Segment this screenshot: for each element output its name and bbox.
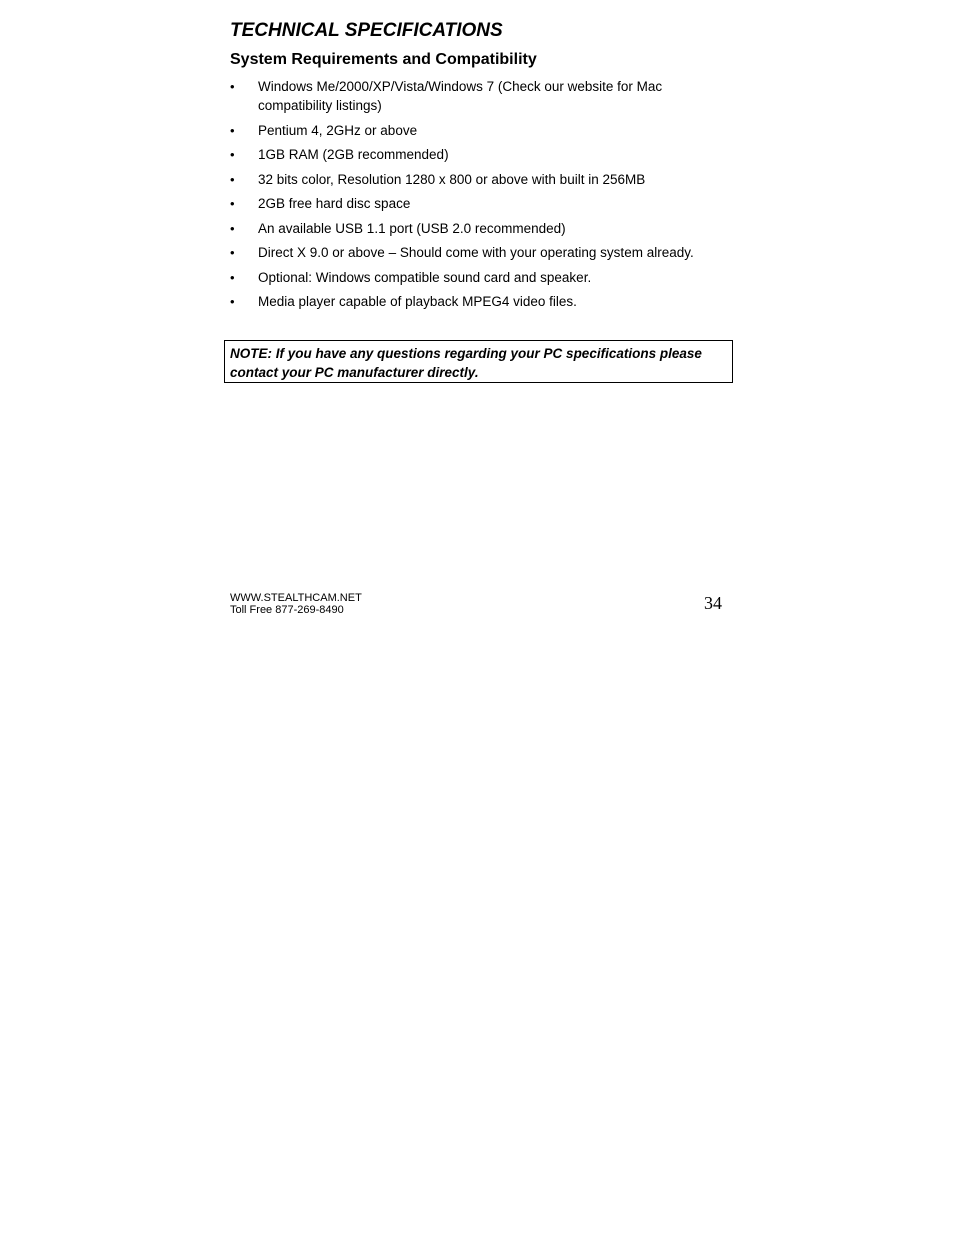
bullet-icon: • — [230, 269, 235, 285]
bullet-icon: • — [230, 245, 235, 260]
list-item-text: 2GB free hard disc space — [258, 196, 411, 211]
list-item-text: An available USB 1.1 port (USB 2.0 recommended) — [258, 220, 566, 236]
list-item — [230, 77, 730, 115]
list-item — [230, 170, 730, 189]
subsection-title: System Requirements and Compatibility — [230, 51, 537, 68]
bullet-icon: • — [230, 220, 235, 236]
page-number: 34 — [704, 593, 722, 613]
footer-phone: Toll Free 877-269-8490 — [230, 604, 344, 616]
list-item — [230, 268, 730, 287]
list-item-text: Media player capable of playback MPEG4 video files. — [258, 294, 577, 309]
list-item — [230, 145, 730, 164]
bullet-icon: • — [230, 147, 235, 162]
list-item-text: Windows Me/2000/XP/Vista/Windows 7 (Check our website for Mac compatibility listings) — [258, 79, 663, 113]
list-item-text: 1GB RAM (2GB recommended) — [258, 147, 449, 162]
footer-website: WWW.STEALTHCAM.NET — [230, 592, 362, 604]
list-item-text: 32 bits color, Resolution 1280 x 800 or above with built in 256MB — [258, 171, 646, 187]
note-box: NOTE: If you have any questions regarding your PC specifications please contact your PC manufacturer directly. — [224, 340, 733, 383]
list-item-text: Optional: Windows compatible sound card and speaker. — [258, 269, 592, 285]
list-item — [230, 292, 730, 311]
bullet-icon: • — [230, 122, 235, 138]
bullet-icon: • — [230, 171, 235, 187]
section-title-text: TECHNICAL SPECIFICATIONS — [230, 20, 503, 41]
list-item-text: Direct X 9.0 or above – Should come with your operating system already. — [258, 245, 694, 260]
bullet-icon: • — [230, 294, 235, 309]
section-title — [230, 17, 710, 41]
list-item — [230, 121, 730, 140]
bullet-icon: • — [230, 196, 235, 211]
list-item — [230, 243, 730, 262]
list-item-text: Pentium 4, 2GHz or above — [258, 122, 418, 138]
footer-contact — [230, 592, 362, 616]
requirements-list — [230, 77, 730, 317]
list-item — [230, 194, 730, 213]
list-item — [230, 219, 730, 238]
bullet-icon: • — [230, 79, 235, 94]
